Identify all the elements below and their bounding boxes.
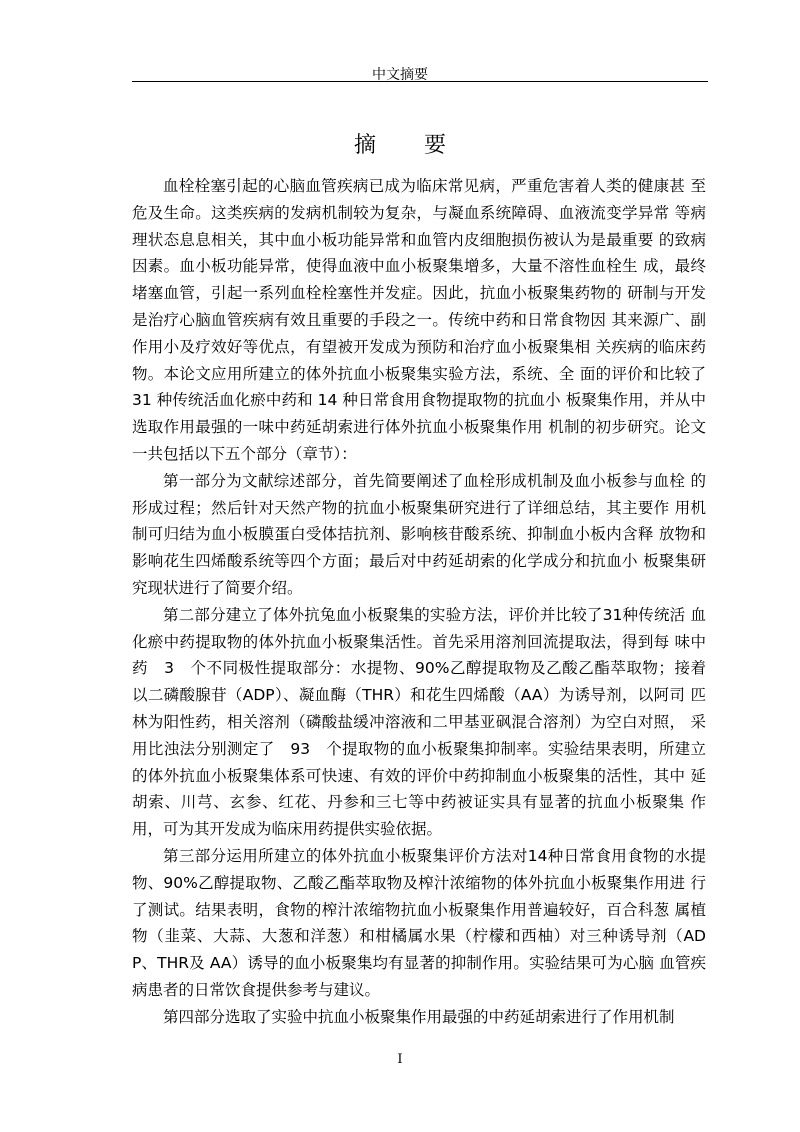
- paragraph-intro: 血栓栓塞引起的心脑血管疾病已成为临床常见病，严重危害着人类的健康甚 至危及生命。这类疾病的发病机制较为复杂，与凝血系统障碍、血液流变学异常 等病理状态息息相关，其中血小板功能异常和血管内皮细胞损伤被认为是最重要 的致病因素。血小板功能异常，使得血液中血小板聚集增多，大量不溶性血栓生 成，最终堵塞血管，引起一系列血栓栓塞性并发症。因此，抗血小板聚集药物的 研制与开发是治疗心脑血管疾病有效且重要的手段之一。传统中药和日常食物因 其来源广、副作用小及疗效好等优点，有望被开发成为预防和治疗血小板聚集相 关疾病的临床药物。本论文应用所建立的体外抗血小板聚集实验方法，系统、全 面的评价和比较了 31 种传统活血化瘀中药和 14 种日常食用食物提取物的抗血小 板聚集作用，并从中选取作用最强的一味中药延胡索进行体外抗血小板聚集作用 机制的初步研究。论文一共包括以下五个部分（章节）：: [132, 177, 706, 463]
- paragraph-part-three: 第三部分运用所建立的体外抗血小板聚集评价方法对14种日常食用食物的水提物、90%乙醇提取物、乙酸乙酯萃取物及榨汁浓缩物的体外抗血小板聚集作用进 行了测试。结果表明，食物的榨汁浓缩物抗血小板聚集作用普遍较好，百合科葱 属植物（韭菜、大蒜、大葱和洋葱）和柑橘属水果（柠檬和西柚）对三种诱导剂（ADP、THR及 AA）诱导的血小板聚集均有显著的抑制作用。实验结果可为心脑 血管疾病患者的日常饮食提供参考与建议。: [132, 846, 706, 999]
- header-rule: [132, 81, 708, 82]
- page-title: [0, 128, 800, 159]
- abstract-body: [132, 173, 706, 1031]
- title-char-2: 要: [424, 133, 447, 158]
- paragraph-part-one: 第一部分为文献综述部分，首先简要阐述了血栓形成机制及血小板参与血栓 的形成过程；然后针对天然产物的抗血小板聚集研究进行了详细总结，其主要作 用机制可归结为血小板膜蛋白受体拮抗剂、影响核苷酸系统、抑制血小板内含释 放物和影响花生四烯酸系统等四个方面；最后对中药延胡索的化学成分和抗血小 板聚集研究现状进行了简要介绍。: [132, 471, 706, 597]
- page-number: I: [397, 1052, 403, 1067]
- paragraph-part-two: 第二部分建立了体外抗兔血小板聚集的实验方法，评价并比较了31种传统活 血化瘀中药提取物的体外抗血小板聚集活性。首先采用溶剂回流提取法，得到每 味中药 3 个不同极性提取部分：水提物、90%乙醇提取物及乙酸乙酯萃取物；接着 以二磷酸腺苷（ADP）、凝血酶（THR）和花生四烯酸（AA）为诱导剂，以阿司 匹林为阳性药，相关溶剂（磷酸盐缓冲溶液和二甲基亚砜混合溶剂）为空白对照， 采用比浊法分别测定了 93 个提取物的血小板聚集抑制率。实验结果表明，所建立 的体外抗血小板聚集体系可快速、有效的评价中药抑制血小板聚集的活性，其中 延胡索、川芎、玄参、红花、丹参和三七等中药被证实具有显著的抗血小板聚集 作用，可为其开发成为临床用药提供实验依据。: [132, 605, 706, 839]
- paragraph-part-four: 第四部分选取了实验中抗血小板聚集作用最强的中药延胡索进行了作用机制: [163, 1007, 675, 1026]
- running-header: 中文摘要: [372, 67, 428, 83]
- title-char-1: 摘: [353, 133, 376, 158]
